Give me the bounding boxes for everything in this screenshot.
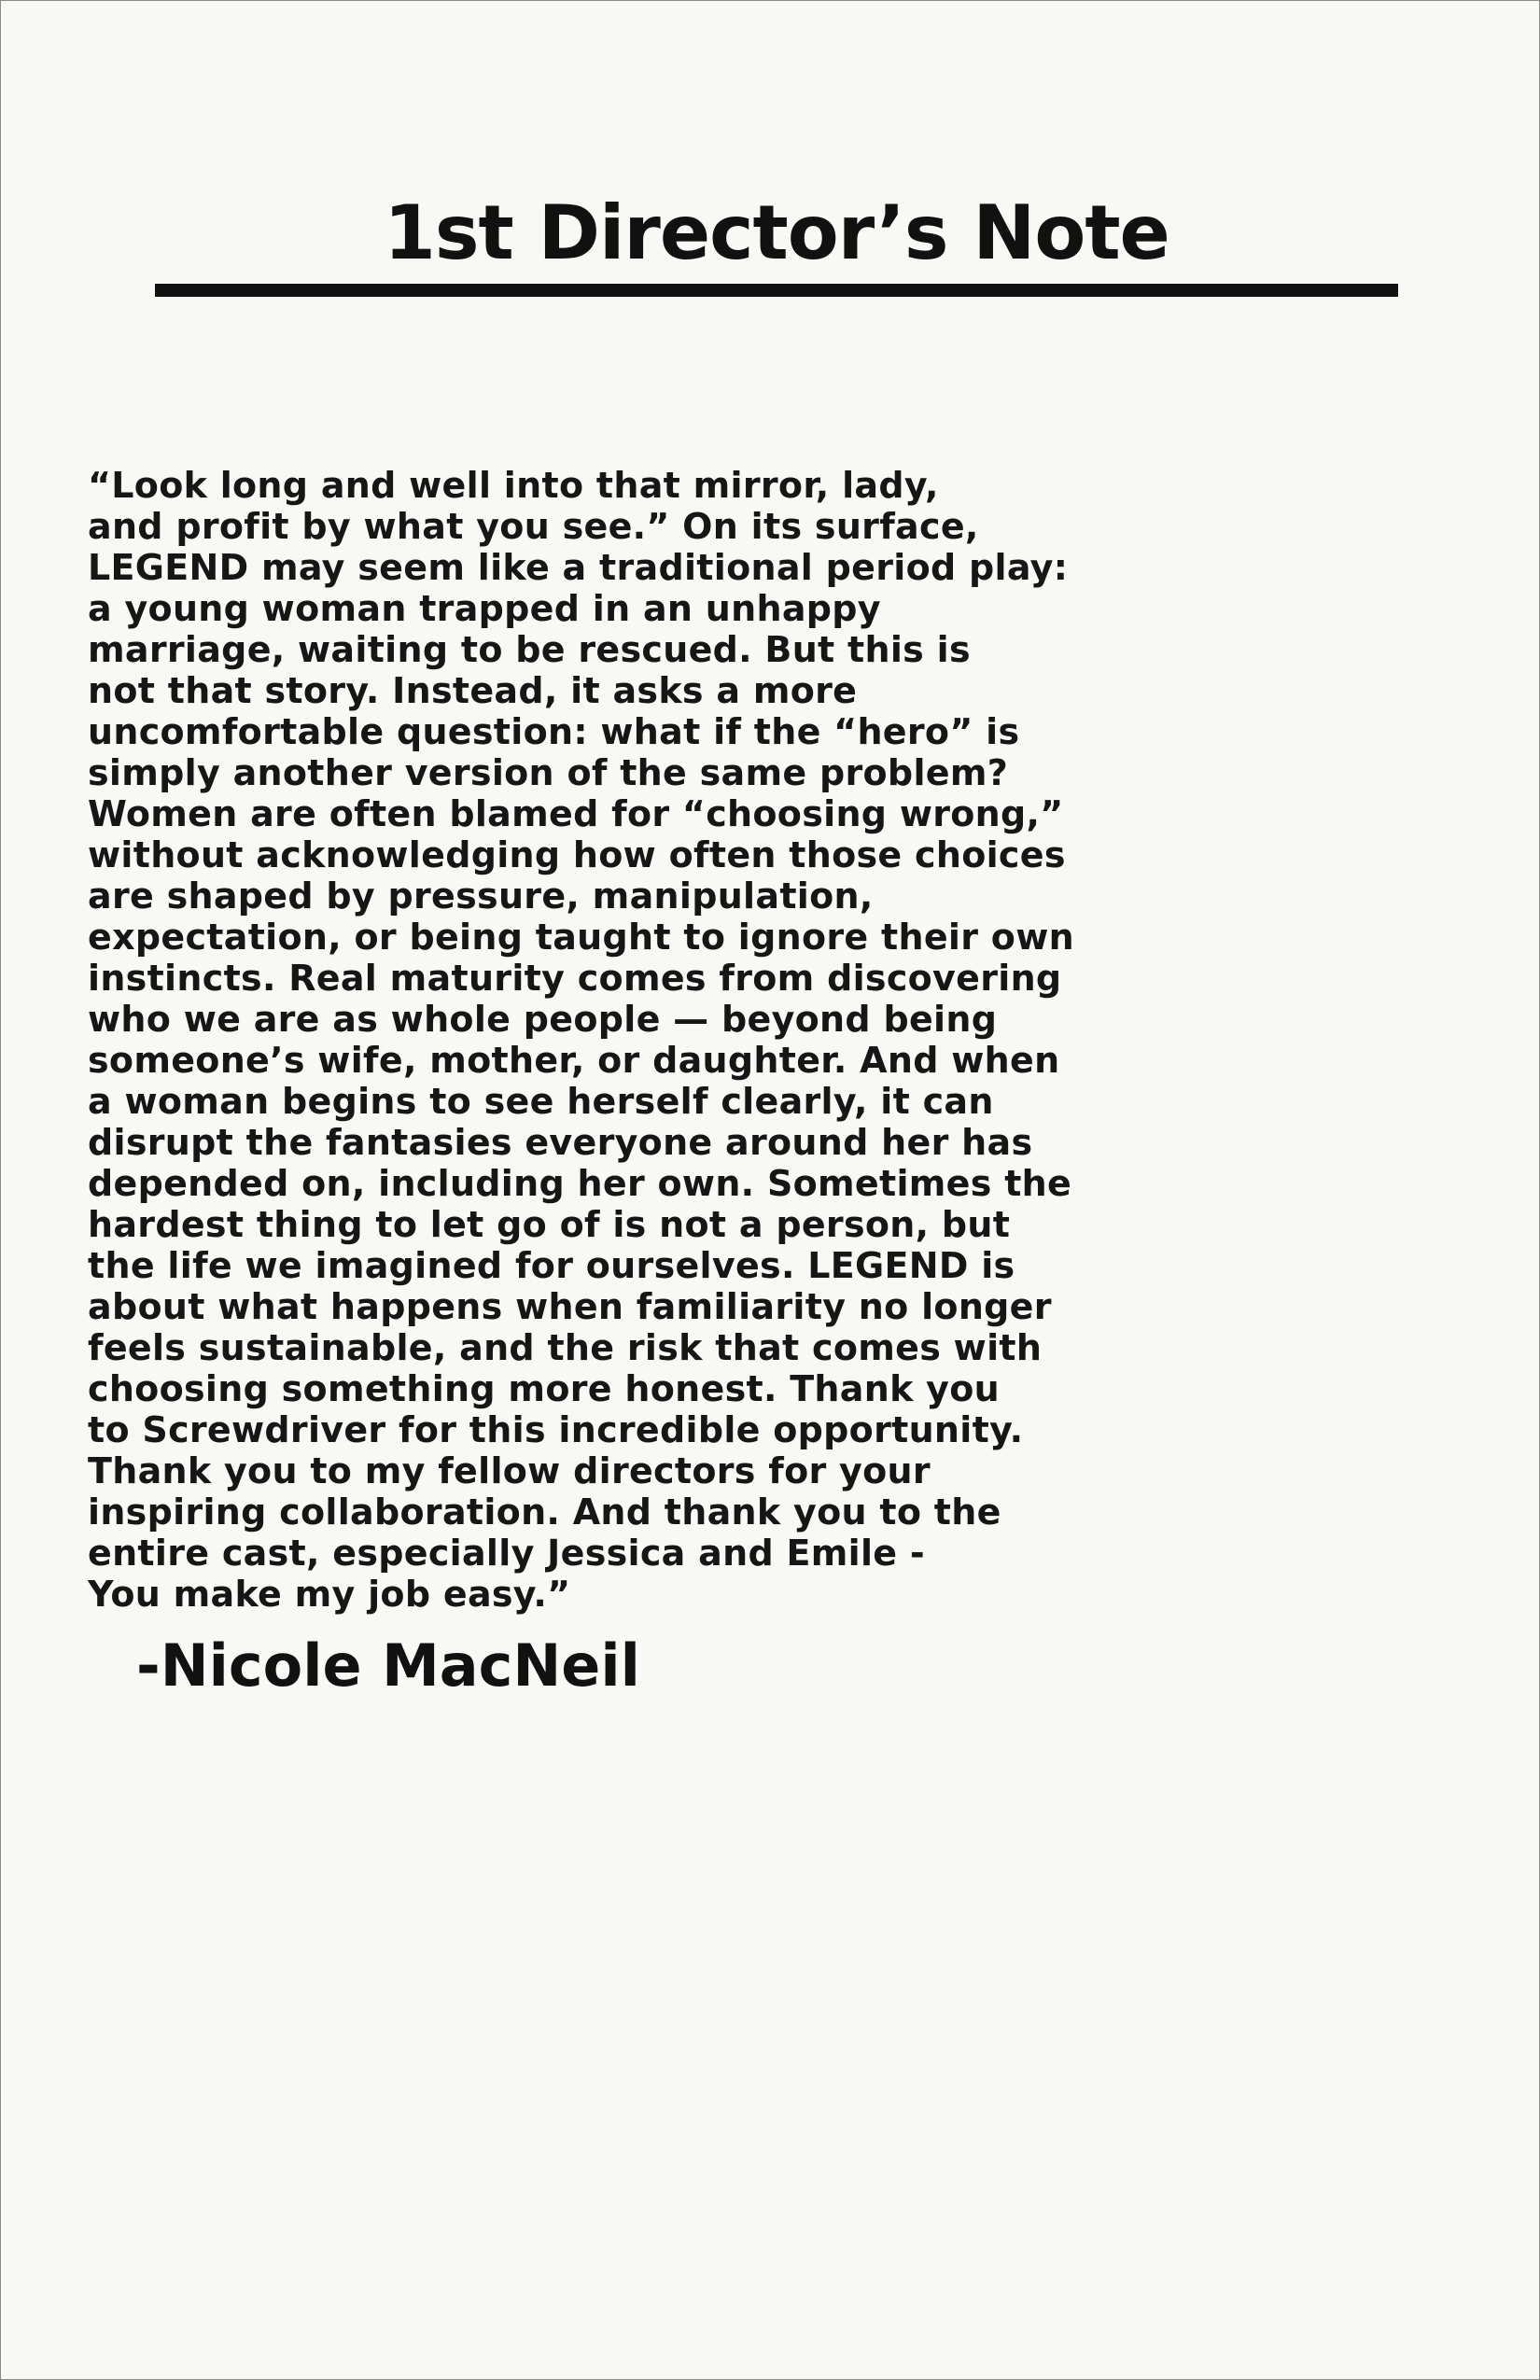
note-line: LEGEND may seem like a traditional period play:	[88, 547, 1069, 588]
signature: -Nicole MacNeil	[136, 1631, 640, 1700]
note-line: to Screwdriver for this incredible opportunity.	[88, 1409, 1024, 1450]
note-line: and profit by what you see.” On its surface,	[88, 506, 979, 547]
page-title: 1st Director’s Note	[384, 189, 1169, 276]
note-line: about what happens when familiarity no longer	[88, 1286, 1052, 1327]
note-line: entire cast, especially Jessica and Emile -	[88, 1533, 925, 1574]
note-line: the life we imagined for ourselves. LEGEND is	[88, 1245, 1015, 1286]
note-line: without acknowledging how often those choices	[88, 834, 1066, 875]
note-line: You make my job easy.”	[88, 1574, 571, 1615]
note-line: inspiring collaboration. And thank you to the	[88, 1491, 1001, 1533]
note-line: a woman begins to see herself clearly, it can	[88, 1081, 994, 1122]
note-line: not that story. Instead, it asks a more	[88, 670, 858, 711]
title-block	[155, 187, 1398, 280]
note-line: uncomfortable question: what if the “hero” is	[88, 711, 1020, 752]
note-line: marriage, waiting to be rescued. But this is	[88, 629, 971, 670]
note-line: someone’s wife, mother, or daughter. And when	[88, 1040, 1060, 1081]
note-line: hardest thing to let go of is not a person, but	[88, 1204, 1011, 1245]
note-line: Women are often blamed for “choosing wrong,”	[88, 793, 1064, 834]
note-line: “Look long and well into that mirror, lady,	[88, 465, 939, 506]
title-underline	[155, 284, 1398, 297]
note-line: depended on, including her own. Sometimes the	[88, 1163, 1072, 1204]
note-line: who we are as whole people — beyond being	[88, 999, 998, 1040]
note-line: disrupt the fantasies everyone around her has	[88, 1122, 1033, 1163]
note-line: choosing something more honest. Thank you	[88, 1368, 1001, 1409]
note-line: are shaped by pressure, manipulation,	[88, 875, 874, 917]
note-line: feels sustainable, and the risk that comes with	[88, 1327, 1043, 1368]
note-line: instincts. Real maturity comes from discovering	[88, 958, 1062, 999]
note-line: Thank you to my fellow directors for your	[88, 1450, 931, 1491]
note-line: a young woman trapped in an unhappy	[88, 588, 881, 629]
directors-note-body	[88, 465, 1469, 1615]
note-line: expectation, or being taught to ignore their own	[88, 917, 1074, 958]
note-line: simply another version of the same problem?	[88, 752, 1009, 793]
